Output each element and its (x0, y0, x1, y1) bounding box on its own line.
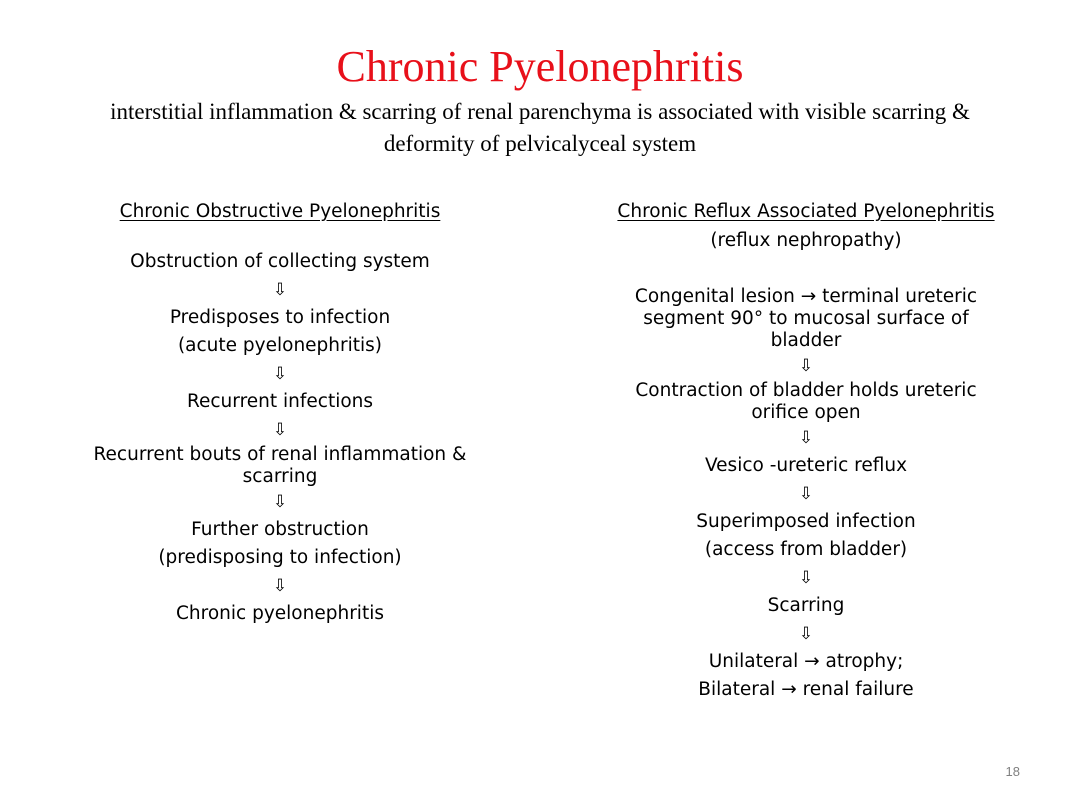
reflux-column (570, 198, 1042, 704)
step-line: Congenital lesion → terminal ureteric (634, 286, 978, 307)
down-arrow-icon: ⇩ (798, 356, 814, 376)
down-arrow-icon: ⇩ (272, 576, 288, 596)
flow-step (40, 516, 520, 572)
step-line: Vesico -ureteric reflux (704, 455, 908, 476)
step-line: Scarring (767, 595, 845, 616)
down-arrow-icon: ⇩ (272, 420, 288, 440)
step-line: (acute pyelonephritis) (177, 335, 383, 356)
step-line: orifice open (751, 402, 861, 423)
flow-step (570, 452, 1042, 480)
down-arrow-icon: ⇩ (798, 624, 814, 644)
step-line: (access from bladder) (704, 539, 908, 560)
obstructive-column (40, 198, 520, 628)
reflux-subheading: (reflux nephropathy) (710, 230, 902, 251)
flow-step (570, 508, 1042, 564)
step-line: Further obstruction (191, 519, 369, 540)
slide-subtitle: interstitial inflammation & scarring of renal parenchyma is associated with visible scarring & deformity of pelvicalyceal system (110, 99, 970, 156)
flow-step (40, 248, 520, 276)
down-arrow-icon: ⇩ (272, 280, 288, 300)
step-line: Recurrent infections (186, 391, 374, 412)
flow-step (40, 600, 520, 628)
obstructive-heading: Chronic Obstructive Pyelonephritis (119, 201, 441, 222)
step-line: scarring (242, 466, 318, 487)
step-line: Unilateral → atrophy; (708, 651, 904, 672)
flow-step (40, 388, 520, 416)
step-line: Bilateral → renal failure (698, 679, 914, 700)
step-line: bladder (770, 330, 842, 351)
flow-step (570, 648, 1042, 704)
step-line: segment 90° to mucosal surface of (643, 308, 969, 329)
down-arrow-icon: ⇩ (798, 484, 814, 504)
step-line: Predisposes to infection (169, 307, 391, 328)
slide-title: Chronic Pyelonephritis (336, 42, 744, 91)
step-line: (predisposing to infection) (158, 547, 402, 568)
step-line: Chronic pyelonephritis (176, 603, 384, 624)
flow-step (40, 304, 520, 360)
step-line: Contraction of bladder holds ureteric (635, 380, 977, 401)
down-arrow-icon: ⇩ (272, 364, 288, 384)
page-number: 18 (1005, 764, 1020, 779)
step-line: Obstruction of collecting system (130, 251, 430, 272)
flow-step (40, 444, 520, 488)
step-line: Recurrent bouts of renal inflammation & (93, 444, 467, 465)
flow-step (570, 380, 1042, 424)
flow-step (570, 286, 1042, 352)
step-line: Superimposed infection (696, 511, 916, 532)
down-arrow-icon: ⇩ (798, 428, 814, 448)
down-arrow-icon: ⇩ (272, 492, 288, 512)
down-arrow-icon: ⇩ (798, 568, 814, 588)
flow-step (570, 592, 1042, 620)
reflux-heading: Chronic Reflux Associated Pyelonephritis (617, 201, 995, 222)
